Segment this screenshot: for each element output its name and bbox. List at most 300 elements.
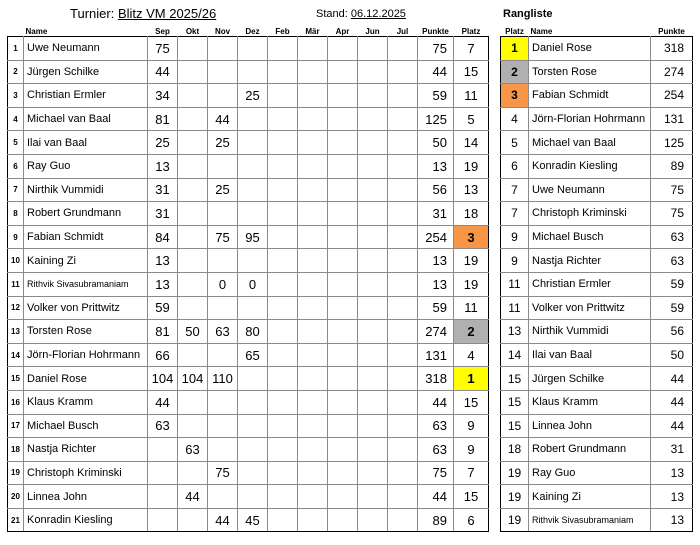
month-score [268,414,298,438]
month-score [238,414,268,438]
month-score [388,367,418,391]
month-score: 65 [238,343,268,367]
month-score [358,461,388,485]
month-score [298,508,328,532]
month-score [298,414,328,438]
row-number: 2 [8,60,24,84]
month-score [298,154,328,178]
month-score [388,343,418,367]
month-score [388,84,418,108]
month-score [298,225,328,249]
ranking-table [500,24,693,532]
ranking-row [501,438,693,462]
ranking-row [501,225,693,249]
month-score [328,225,358,249]
month-score [268,272,298,296]
month-score [298,367,328,391]
month-score: 13 [148,272,178,296]
total-points: 125 [418,107,454,131]
month-score [208,485,238,509]
total-points: 13 [418,272,454,296]
ranking-points: 44 [651,367,693,391]
month-score [238,461,268,485]
total-points: 75 [418,461,454,485]
month-score [268,367,298,391]
row-number: 4 [8,107,24,131]
month-score: 0 [238,272,268,296]
tournament-name: Blitz VM 2025/26 [117,6,217,21]
player-name: Fabian Schmidt [24,225,148,249]
ranking-row [501,154,693,178]
month-header: Sep [155,27,170,36]
player-place: 15 [454,390,489,414]
player-place: 7 [454,37,489,61]
ranking-row [501,485,693,509]
month-score: 63 [178,438,208,462]
ranking-row [501,414,693,438]
ranking-place: 7 [501,202,529,226]
player-row [8,461,489,485]
month-score [268,60,298,84]
ranking-place: 18 [501,438,529,462]
month-score [328,508,358,532]
ranking-place: 14 [501,343,529,367]
month-score [328,414,358,438]
month-score [388,225,418,249]
row-number: 11 [8,272,24,296]
ranking-row [501,178,693,202]
player-place: 5 [454,107,489,131]
month-score [328,296,358,320]
month-score [268,438,298,462]
total-points: 13 [418,154,454,178]
month-score [268,508,298,532]
player-name: Uwe Neumann [24,37,148,61]
month-score [298,178,328,202]
points-header: Punkte [422,27,449,36]
month-score [178,202,208,226]
ranking-name: Christoph Kriminski [529,202,651,226]
player-name: Christoph Kriminski [24,461,148,485]
ranking-row [501,37,693,61]
ranking-points: 89 [651,154,693,178]
month-score: 63 [208,320,238,344]
month-score [388,60,418,84]
ranking-name: Nastja Richter [529,249,651,273]
ranking-name: Linnea John [529,414,651,438]
player-place: 7 [454,461,489,485]
name-header: Name [25,27,48,36]
tournament-header [70,6,216,21]
ranking-place: 15 [501,414,529,438]
stand-label: Stand: [316,8,348,20]
row-number: 3 [8,84,24,108]
month-score: 81 [148,107,178,131]
month-score [358,296,388,320]
player-name: Jörn-Florian Hohrmann [24,343,148,367]
place-header: Platz [461,27,481,36]
month-score [178,37,208,61]
ranking-points: 75 [651,178,693,202]
month-score [178,272,208,296]
total-points: 89 [418,508,454,532]
month-score: 66 [148,343,178,367]
ranking-place: 2 [501,60,529,84]
player-row [8,414,489,438]
month-score [208,37,238,61]
row-number: 8 [8,202,24,226]
month-score [328,438,358,462]
player-place: 19 [454,249,489,273]
player-name: Klaus Kramm [24,390,148,414]
ranking-row [501,202,693,226]
month-score [298,296,328,320]
player-name: Ilai van Baal [24,131,148,155]
player-name: Daniel Rose [24,367,148,391]
total-points: 274 [418,320,454,344]
month-score [358,178,388,202]
player-name: Robert Grundmann [24,202,148,226]
month-score [268,485,298,509]
ranking-name: Christian Ermler [529,272,651,296]
month-score [298,249,328,273]
row-number: 12 [8,296,24,320]
month-score [388,461,418,485]
player-row [8,296,489,320]
ranking-points: 50 [651,343,693,367]
row-number: 16 [8,390,24,414]
ranking-points: 13 [651,508,693,532]
month-score [178,84,208,108]
month-score [268,178,298,202]
month-score [268,37,298,61]
num-header [8,24,24,37]
player-place: 11 [454,84,489,108]
month-score [298,390,328,414]
month-score [178,60,208,84]
month-score [358,438,388,462]
total-points: 63 [418,438,454,462]
ranking-place: 13 [501,320,529,344]
month-score [238,367,268,391]
ranking-points: 63 [651,249,693,273]
ranking-points: 131 [651,107,693,131]
month-score [328,249,358,273]
tournament-label: Turnier: [70,6,115,21]
month-score [238,485,268,509]
month-score [328,367,358,391]
month-score [298,320,328,344]
ranking-row [501,272,693,296]
player-row [8,131,489,155]
player-row [8,343,489,367]
month-score [328,60,358,84]
player-place: 9 [454,414,489,438]
ranking-points: 59 [651,272,693,296]
ranking-place: 7 [501,178,529,202]
total-points: 44 [418,485,454,509]
month-score [238,60,268,84]
ranking-place: 15 [501,367,529,391]
stand-header [316,8,406,20]
total-points: 50 [418,131,454,155]
month-score [388,131,418,155]
month-score [358,272,388,296]
ranking-place-header: Platz [505,27,524,36]
ranking-name: Jürgen Schilke [529,367,651,391]
ranking-place: 3 [501,84,529,108]
ranking-name: Robert Grundmann [529,438,651,462]
row-number: 21 [8,508,24,532]
ranking-row [501,320,693,344]
month-score [238,107,268,131]
player-row [8,249,489,273]
player-row [8,390,489,414]
month-score: 59 [148,296,178,320]
month-score [388,202,418,226]
month-score [208,249,238,273]
month-score: 95 [238,225,268,249]
month-score [388,414,418,438]
month-score: 0 [208,272,238,296]
player-name: Christian Ermler [24,84,148,108]
total-points: 75 [418,37,454,61]
month-score [388,272,418,296]
player-row [8,107,489,131]
player-name: Michael Busch [24,414,148,438]
row-number: 20 [8,485,24,509]
player-place: 3 [454,225,489,249]
ranking-points: 125 [651,131,693,155]
total-points: 131 [418,343,454,367]
month-score [388,154,418,178]
month-score [238,390,268,414]
ranking-place: 9 [501,249,529,273]
month-score [328,390,358,414]
month-score [268,154,298,178]
ranking-points: 63 [651,225,693,249]
results-table [7,24,489,532]
month-score [358,367,388,391]
month-score [358,154,388,178]
ranking-points: 75 [651,202,693,226]
month-score: 25 [238,84,268,108]
month-score [358,107,388,131]
player-name: Kaining Zi [24,249,148,273]
ranking-name-header: Name [530,27,553,36]
player-row [8,154,489,178]
month-score [208,202,238,226]
month-score [358,225,388,249]
results-header-row [8,24,489,37]
ranking-row [501,107,693,131]
player-name: Nastja Richter [24,438,148,462]
ranking-place: 5 [501,131,529,155]
month-header: Jun [365,27,380,36]
ranking-name: Michael Busch [529,225,651,249]
month-score: 104 [148,367,178,391]
ranking-points: 31 [651,438,693,462]
month-score [388,508,418,532]
month-score: 44 [208,508,238,532]
month-score [268,296,298,320]
month-score [268,343,298,367]
month-score: 110 [208,367,238,391]
month-score [238,202,268,226]
month-score [388,178,418,202]
month-score [328,343,358,367]
month-score [298,37,328,61]
month-score [328,461,358,485]
month-score [178,414,208,438]
month-score: 75 [208,225,238,249]
month-score [208,84,238,108]
month-score: 13 [148,154,178,178]
ranking-points: 254 [651,84,693,108]
month-score [358,84,388,108]
month-score: 104 [178,367,208,391]
month-score [388,320,418,344]
month-score [328,178,358,202]
month-score [358,390,388,414]
player-place: 6 [454,508,489,532]
player-name: Rithvik Sivasubramaniam [24,272,148,296]
player-place: 11 [454,296,489,320]
ranking-points-header: Punkte [658,27,685,36]
row-number: 15 [8,367,24,391]
ranking-name: Ilai van Baal [529,343,651,367]
ranking-row [501,249,693,273]
month-score [298,60,328,84]
player-name: Volker von Prittwitz [24,296,148,320]
month-score [328,131,358,155]
month-score [238,438,268,462]
player-row [8,367,489,391]
month-score [388,37,418,61]
month-score [328,84,358,108]
month-score [388,107,418,131]
player-place: 2 [454,320,489,344]
month-score [298,438,328,462]
ranking-place: 19 [501,508,529,532]
player-name: Ray Guo [24,154,148,178]
month-score: 25 [208,131,238,155]
month-score [238,249,268,273]
row-number: 9 [8,225,24,249]
month-score [358,131,388,155]
ranking-place: 1 [501,37,529,61]
ranking-place: 4 [501,107,529,131]
month-score: 50 [178,320,208,344]
month-score [328,37,358,61]
ranking-row [501,367,693,391]
ranking-points: 274 [651,60,693,84]
player-place: 9 [454,438,489,462]
month-score: 75 [208,461,238,485]
ranking-points: 44 [651,390,693,414]
month-score [208,438,238,462]
month-score [178,154,208,178]
month-score [298,343,328,367]
ranking-row [501,131,693,155]
player-row [8,178,489,202]
month-score [328,320,358,344]
month-score [328,485,358,509]
month-score [268,461,298,485]
month-score [268,202,298,226]
ranking-name: Klaus Kramm [529,390,651,414]
month-score [298,461,328,485]
month-score [178,131,208,155]
month-score: 81 [148,320,178,344]
stand-date: 06.12.2025 [350,8,406,20]
month-score: 13 [148,249,178,273]
month-score [148,438,178,462]
month-score [238,131,268,155]
ranking-points: 318 [651,37,693,61]
player-name: Michael van Baal [24,107,148,131]
month-score [268,107,298,131]
player-place: 14 [454,131,489,155]
month-score [358,202,388,226]
month-score [208,343,238,367]
month-score [238,154,268,178]
month-score: 63 [148,414,178,438]
month-score [238,37,268,61]
ranking-place: 19 [501,461,529,485]
total-points: 59 [418,84,454,108]
total-points: 44 [418,60,454,84]
month-score [238,296,268,320]
total-points: 44 [418,390,454,414]
month-score [208,390,238,414]
month-score [148,485,178,509]
month-score: 44 [148,60,178,84]
player-place: 19 [454,154,489,178]
row-number: 10 [8,249,24,273]
ranking-points: 44 [651,414,693,438]
month-header: Mär [305,27,320,36]
ranking-points: 13 [651,461,693,485]
month-score [268,84,298,108]
row-number: 5 [8,131,24,155]
ranking-row [501,296,693,320]
ranking-name: Konradin Kiesling [529,154,651,178]
total-points: 59 [418,296,454,320]
ranking-row [501,390,693,414]
player-place: 13 [454,178,489,202]
player-place: 4 [454,343,489,367]
player-row [8,485,489,509]
ranking-place: 11 [501,272,529,296]
month-score [178,225,208,249]
player-name: Torsten Rose [24,320,148,344]
ranking-points: 13 [651,485,693,509]
month-score [268,131,298,155]
month-score [388,485,418,509]
ranking-name: Torsten Rose [529,60,651,84]
player-name: Jürgen Schilke [24,60,148,84]
month-score [238,178,268,202]
row-number: 1 [8,37,24,61]
month-score [178,461,208,485]
player-place: 15 [454,60,489,84]
month-score [328,202,358,226]
month-score [268,320,298,344]
month-score: 44 [208,107,238,131]
month-score: 84 [148,225,178,249]
month-score [388,390,418,414]
